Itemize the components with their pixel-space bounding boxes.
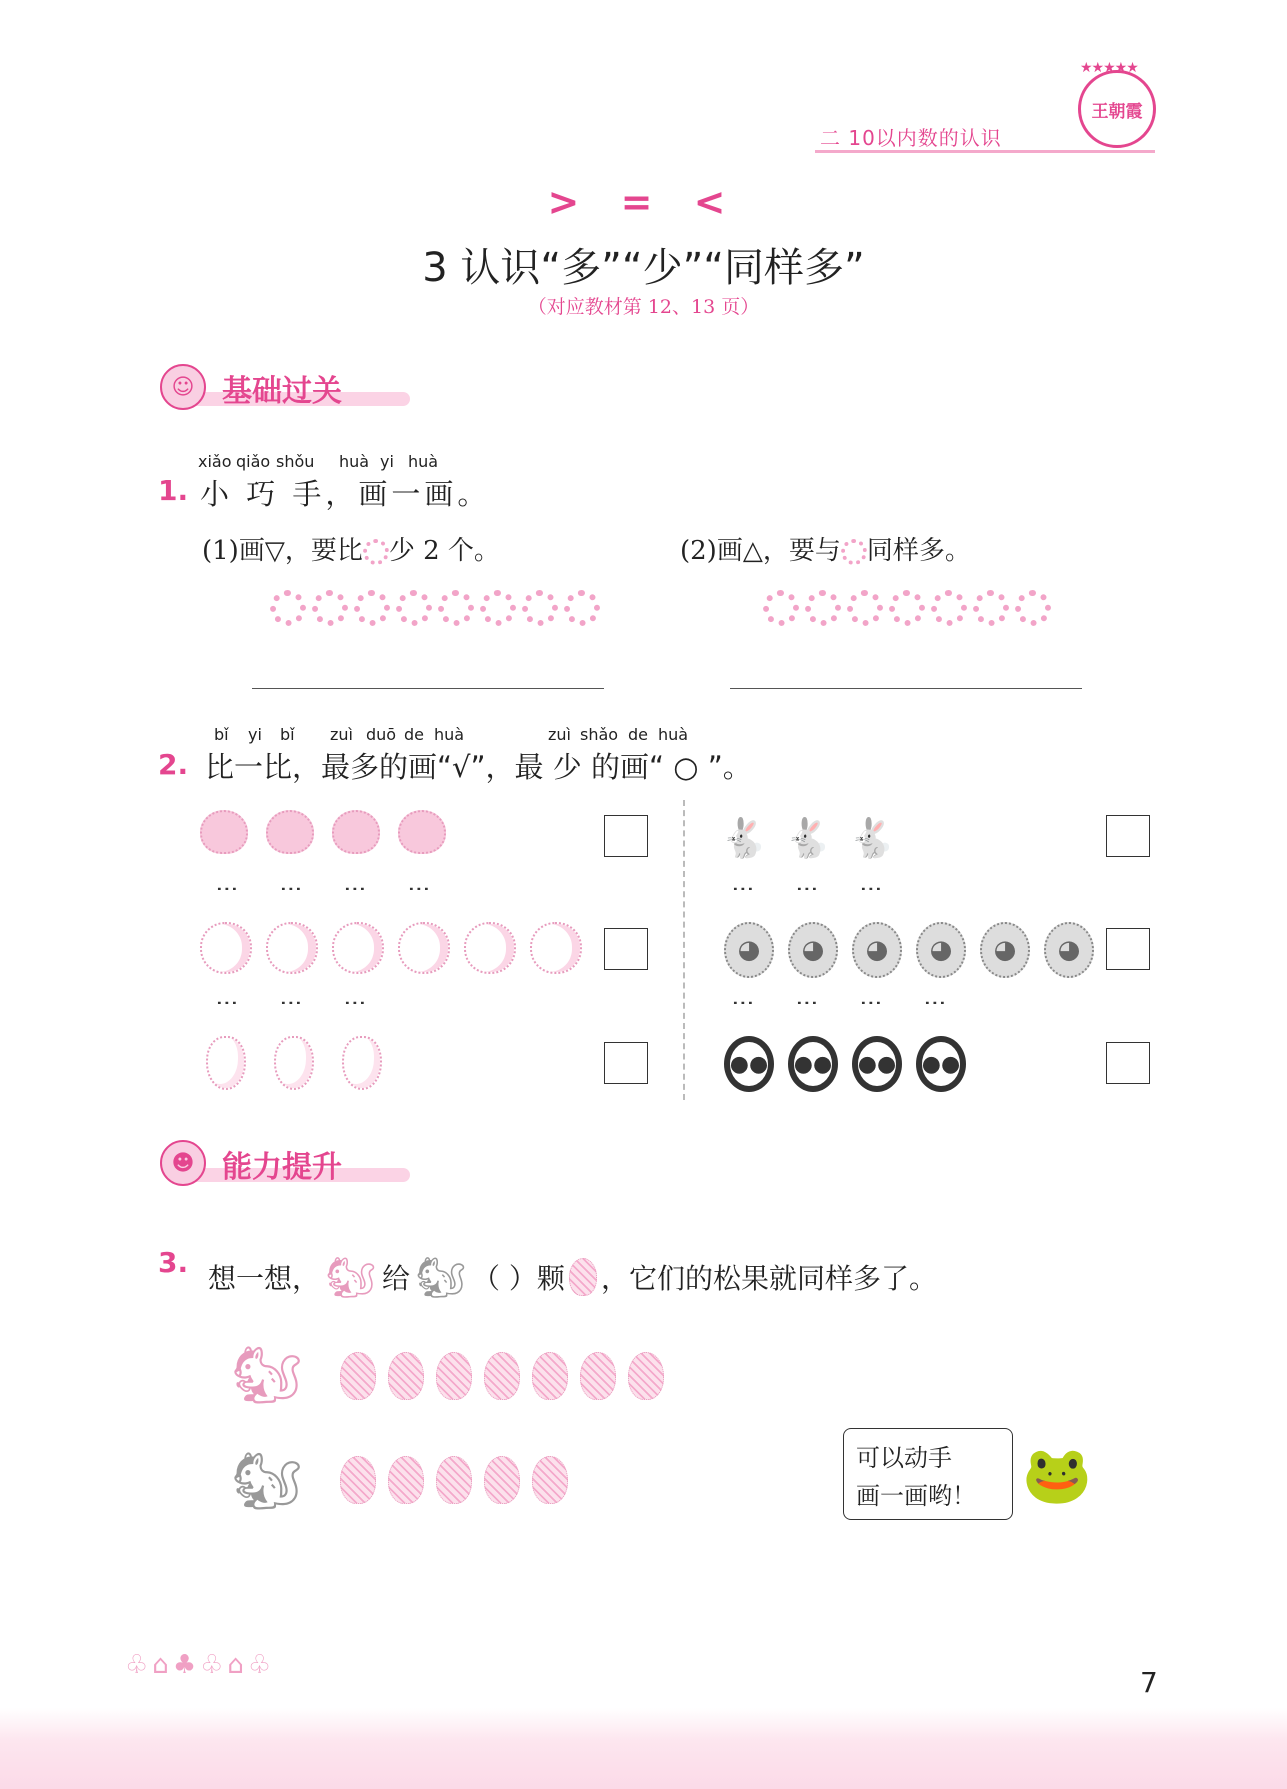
flower-icon [438, 590, 474, 626]
peach-answer-box[interactable] [604, 815, 648, 857]
rabbit-answer-box[interactable] [1106, 815, 1150, 857]
brand-logo [1078, 70, 1156, 148]
pinecone-icon [532, 1352, 568, 1400]
vertical-dots-icon: ⋮ [406, 878, 431, 902]
peach-icon [398, 810, 446, 854]
vertical-dots-icon: ⋮ [922, 992, 947, 1016]
vertical-dots-icon: ⋮ [278, 878, 303, 902]
q3-answer-blank[interactable]: （ ）颗 [472, 1262, 565, 1295]
q2-number: 2. [158, 748, 189, 781]
flower-icon [396, 590, 432, 626]
lesson-title: 3 认识“多”“少”“同样多” [422, 245, 865, 291]
vertical-dots-icon: ⋮ [730, 992, 755, 1016]
section-label: 基础过关 [222, 374, 342, 409]
vertical-dots-icon: ⋮ [342, 878, 367, 902]
flower-icon [354, 590, 390, 626]
compare-symbols: > = < [547, 180, 740, 224]
pinecone-row-1 [340, 1352, 664, 1400]
pear-icon [206, 1036, 246, 1090]
apple-icon [530, 922, 582, 974]
monkey-icon: ◕ [1044, 922, 1094, 978]
q1-text: 小 巧 手，画一画。 [200, 477, 491, 511]
pinecone-icon [436, 1352, 472, 1400]
rabbit-icon: 🐇 [784, 815, 832, 860]
vertical-dots-icon: ⋮ [278, 992, 303, 1016]
dots-row [730, 992, 947, 1016]
panda-icon: ●● [916, 1036, 966, 1092]
q1-part1-instruction: (1)画▽，要比 少 2 个。 [202, 536, 500, 566]
pinecone-icon [484, 1456, 520, 1504]
page-number: 7 [1140, 1666, 1158, 1699]
q3-text: 想一想， 🐿 给 🐿 （ ）颗 ，它们的松果就同样多了。 [208, 1244, 937, 1310]
monkey-answer-box[interactable] [1106, 928, 1150, 970]
peach-icon [200, 810, 248, 854]
apple-icon [266, 922, 318, 974]
monkey-icon: ◕ [916, 922, 966, 978]
vertical-dots-icon: ⋮ [214, 878, 239, 902]
apple-icon [464, 922, 516, 974]
flower-icon [805, 590, 841, 626]
hint-bubble: 可以动手 画一画哟！ [843, 1428, 1013, 1520]
peach-row [200, 810, 446, 854]
q3-number: 3. [158, 1246, 189, 1279]
apple-answer-box[interactable] [604, 928, 648, 970]
flower-icon [270, 590, 306, 626]
footer-band [0, 1708, 1287, 1789]
monkey-icon: ◕ [724, 922, 774, 978]
pinecone-icon [388, 1456, 424, 1504]
flower-icon [363, 539, 389, 565]
castle-decoration-icon: ♧⌂♣♧⌂♧ [125, 1650, 276, 1680]
flower-icon [841, 539, 867, 565]
pinecone-icon [340, 1352, 376, 1400]
apple-row [200, 922, 582, 974]
q1-part2-answer-line[interactable] [730, 688, 1082, 689]
flower-icon [973, 590, 1009, 626]
logo-text: 王朝霞 [1091, 101, 1143, 122]
q2-divider [683, 800, 685, 1100]
flower-icon [847, 590, 883, 626]
monkey-icon: ◕ [852, 922, 902, 978]
dots-row [730, 878, 883, 902]
q2-text: 比一比，最多的画“√”，最 少 的画“ ○ ”。 [205, 750, 752, 784]
pear-icon [342, 1036, 382, 1090]
flower-icon [522, 590, 558, 626]
logo-stars: ★★★★★ [1080, 60, 1138, 76]
gray-squirrel-icon: 🐿 [415, 1254, 467, 1301]
pear-row [206, 1036, 382, 1090]
gray-squirrel-icon: 🐿 [231, 1449, 303, 1514]
pinecone-icon [436, 1456, 472, 1504]
flower-icon [931, 590, 967, 626]
panda-answer-box[interactable] [1106, 1042, 1150, 1084]
q1-number: 1. [158, 474, 189, 507]
flower-icon [564, 590, 600, 626]
vertical-dots-icon: ⋮ [858, 878, 883, 902]
pink-squirrel-icon: 🐿 [231, 1343, 303, 1408]
monkey-icon: ◕ [980, 922, 1030, 978]
apple-icon [200, 922, 252, 974]
vertical-dots-icon: ⋮ [342, 992, 367, 1016]
monkey-row [724, 922, 1094, 978]
q1-part2-flowers [763, 590, 1051, 626]
girl-avatar-icon: ☺ [160, 364, 206, 410]
pinecone-row-2 [340, 1456, 568, 1504]
lesson-subtitle: （对应教材第 12、13 页） [527, 296, 760, 318]
chapter-title: 二 10以内数的认识 [820, 126, 1002, 150]
peach-icon [332, 810, 380, 854]
panda-icon: ●● [852, 1036, 902, 1092]
rabbit-icon: 🐇 [848, 815, 896, 860]
dots-row [214, 992, 367, 1016]
panda-icon: ●● [724, 1036, 774, 1092]
vertical-dots-icon: ⋮ [794, 992, 819, 1016]
pear-icon [274, 1036, 314, 1090]
peach-icon [266, 810, 314, 854]
flower-icon [1015, 590, 1051, 626]
frog-mascot-icon: 🐸 [1022, 1443, 1092, 1508]
section-label: 能力提升 [222, 1150, 342, 1185]
flower-icon [480, 590, 516, 626]
flower-icon [889, 590, 925, 626]
chapter-underline [815, 150, 1155, 153]
pinecone-icon [580, 1352, 616, 1400]
pinecone-icon [532, 1456, 568, 1504]
boy-avatar-icon: ☻ [160, 1140, 206, 1186]
apple-icon [332, 922, 384, 974]
flower-icon [763, 590, 799, 626]
dots-row [214, 878, 431, 902]
vertical-dots-icon: ⋮ [730, 878, 755, 902]
rabbit-row [720, 808, 896, 868]
pink-squirrel-icon: 🐿 [325, 1254, 377, 1301]
rabbit-icon: 🐇 [720, 815, 768, 860]
q1-part1-answer-line[interactable] [252, 688, 604, 689]
pinecone-icon [340, 1456, 376, 1504]
vertical-dots-icon: ⋮ [794, 878, 819, 902]
pinecone-icon [484, 1352, 520, 1400]
q1-part2-instruction: (2)画△，要与 同样多。 [680, 536, 971, 566]
apple-icon [398, 922, 450, 974]
pinecone-icon [569, 1258, 597, 1296]
section-banner-advanced [160, 1140, 410, 1186]
pinecone-icon [388, 1352, 424, 1400]
pinecone-icon [628, 1352, 664, 1400]
section-banner-basic [160, 364, 410, 410]
vertical-dots-icon: ⋮ [858, 992, 883, 1016]
panda-icon: ●● [788, 1036, 838, 1092]
vertical-dots-icon: ⋮ [214, 992, 239, 1016]
flower-icon [312, 590, 348, 626]
q1-part1-flowers [270, 590, 600, 626]
panda-row [724, 1036, 966, 1092]
monkey-icon: ◕ [788, 922, 838, 978]
pear-answer-box[interactable] [604, 1042, 648, 1084]
